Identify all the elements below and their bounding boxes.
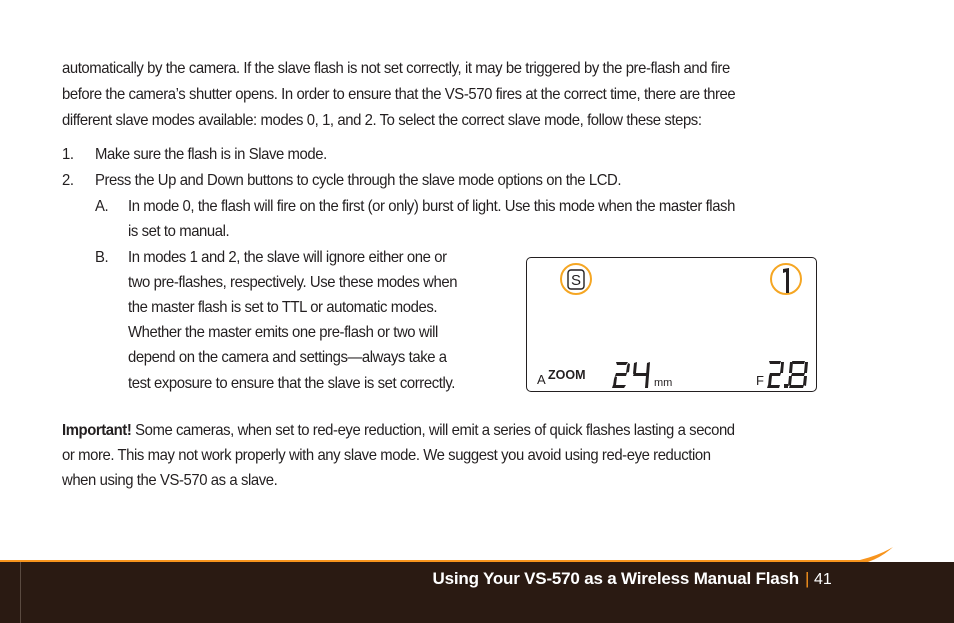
step-1-text: Make sure the flash is in Slave mode.	[95, 146, 327, 163]
substep-b-line-1: In modes 1 and 2, the slave will ignore either one or	[128, 249, 447, 266]
slave-symbol: S	[570, 272, 582, 289]
footer-separator: |	[805, 569, 810, 588]
important-line-1	[62, 418, 735, 444]
substep-b-letter: B.	[95, 249, 109, 266]
substep-b-line-3: the master flash is set to TTL or automatic modes.	[128, 299, 438, 316]
aperture-value-digits	[767, 361, 808, 388]
substep-b-line-5: depend on the camera and settings—always take a	[128, 349, 447, 366]
substep-a-letter: A.	[95, 198, 109, 215]
substep-b-line-6: test exposure to ensure that the slave is set correctly.	[128, 375, 455, 392]
footer-chapter-title: Using Your VS-570 as a Wireless Manual Flash	[432, 569, 799, 588]
substep-a-line-1: In mode 0, the flash will fire on the first (or only) burst of light. Use this mode when the master flash	[128, 198, 735, 215]
step-2-text: Press the Up and Down buttons to cycle through the slave mode options on the LCD.	[95, 172, 622, 189]
substep-b-line-4: Whether the master emits one pre-flash or two will	[128, 324, 438, 341]
intro-line-2: before the camera’s shutter opens. In order to ensure that the VS-570 fires at the correct time, there are three	[62, 86, 736, 103]
zoom-unit: mm	[654, 377, 673, 389]
substep-b-line-2: two pre-flashes, respectively. Use these modes when	[128, 274, 458, 291]
step-2-number: 2.	[62, 172, 74, 189]
lcd-display	[526, 257, 817, 392]
zoom-auto-indicator: A	[537, 372, 546, 387]
step-1-number: 1.	[62, 146, 74, 163]
page-number: 41	[814, 571, 832, 588]
zoom-label: ZOOM	[548, 368, 586, 382]
intro-line-3: different slave modes available: modes 0, 1, and 2. To select the correct slave mode, follow these steps:	[62, 112, 702, 129]
aperture-prefix: F	[756, 373, 764, 388]
important-line-2: or more. This may not work properly with any slave mode. We suggest you avoid using red-eye reduction	[62, 447, 711, 464]
slave-mode-digit	[783, 268, 789, 293]
footer-divider	[20, 562, 21, 623]
lcd-segments	[527, 258, 816, 391]
intro-line-1: automatically by the camera. If the slave flash is not set correctly, it may be triggered by the pre-flash and fire	[62, 60, 730, 77]
zoom-value-digits	[612, 362, 650, 388]
important-line-3: when using the VS-570 as a slave.	[62, 472, 278, 489]
important-label: Important!	[62, 422, 132, 439]
substep-a-line-2: is set to manual.	[128, 223, 230, 240]
important-text-1: Some cameras, when set to red-eye reduction, will emit a series of quick flashes lasting a second	[131, 422, 735, 439]
